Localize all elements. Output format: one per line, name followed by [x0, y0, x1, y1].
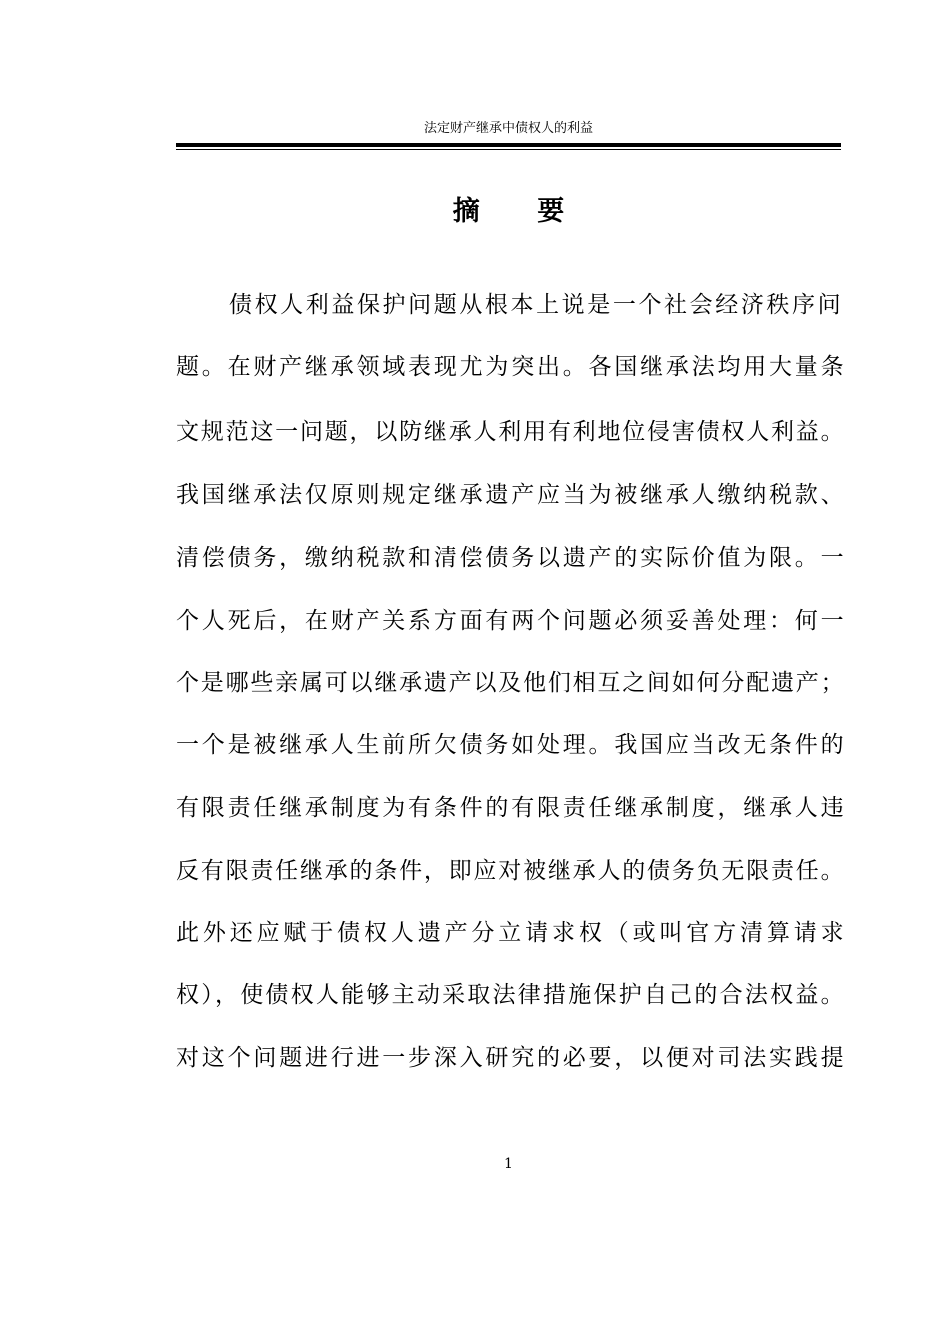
abstract-line-11: 此外还应赋于债权人遗产分立请求权（或叫官方清算请求 [176, 920, 844, 946]
running-header: 法定财产继承中债权人的利益 [423, 121, 593, 136]
abstract-line-10: 反有限责任继承的条件，即应对被继承人的债务负无限责任。 [176, 858, 844, 884]
abstract-line-3: 文规范这一问题，以防继承人利用有利地位侵害债权人利益。 [176, 419, 844, 445]
abstract-line-1: 债权人利益保护问题从根本上说是一个社会经济秩序问 [229, 292, 841, 318]
abstract-line-4: 我国继承法仅原则规定继承遗产应当为被继承人缴纳税款、 [176, 482, 844, 508]
abstract-line-13: 对这个问题进行进一步深入研究的必要，以便对司法实践提 [176, 1045, 844, 1071]
abstract-line-8: 一个是被继承人生前所欠债务如处理。我国应当改无条件的 [176, 732, 844, 758]
header-rule-thick [176, 143, 841, 147]
header-rule-thin [176, 149, 841, 150]
abstract-line-6: 个人死后，在财产关系方面有两个问题必须妥善处理：何一 [176, 608, 844, 634]
abstract-title: 摘 要 [452, 196, 589, 227]
abstract-line-7: 个是哪些亲属可以继承遗产以及他们相互之间如何分配遗产； [176, 670, 844, 696]
page-number: 1 [504, 1156, 513, 1172]
abstract-line-9: 有限责任继承制度为有条件的有限责任继承制度，继承人违 [176, 795, 844, 821]
abstract-line-2: 题。在财产继承领域表现尤为突出。各国继承法均用大量条 [176, 354, 844, 380]
abstract-line-12: 权），使债权人能够主动采取法律措施保护自己的合法权益。 [176, 982, 844, 1008]
abstract-line-5: 清偿债务，缴纳税款和清偿债务以遗产的实际价值为限。一 [176, 545, 844, 571]
